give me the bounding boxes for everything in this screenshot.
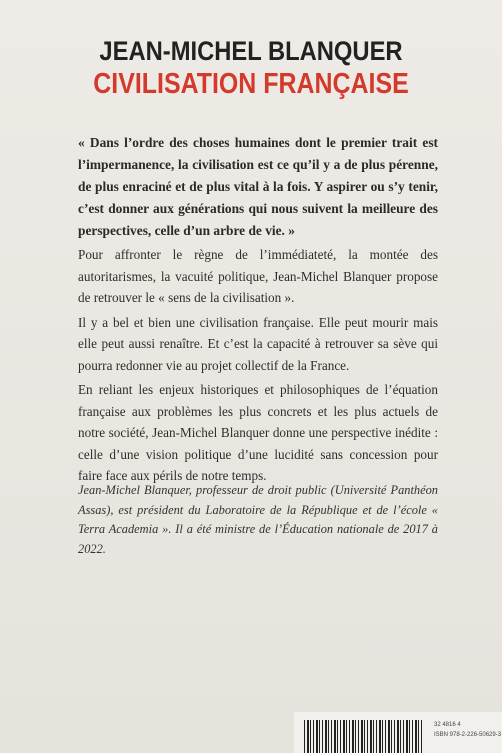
author-name: JEAN-MICHEL BLANQUER <box>99 36 403 66</box>
barcode-block <box>294 712 502 753</box>
pull-quote: « Dans l’ordre des choses humaines dont le premier trait est l’impermanence, la civilisation est ce qu’il y a de plus pérenne, de plus enraciné et de plus vital à la fois. Y aspirer ou s’y tenir, c’est donner aux générations qui nous suivent la meilleure des perspectives, celle d’un arbre de vie. » <box>78 135 438 238</box>
author-bio: Jean-Michel Blanquer, professeur de droit public (Université Panthéon Assas), est président du Laboratoire de la République et de l’école « Terra Academia ». Il a été ministre de l’Éducation nationale de 2017 à 2022. <box>78 483 438 556</box>
isbn-text: ISBN 978-2-226-50629-3 <box>434 732 502 738</box>
description-paragraph: Il y a bel et bien une civilisation française. Elle peut mourir mais elle peut aussi renaître. Et c’est la capacité à retrouver sa sève qui pourra redonner vie au projet collectif de la France. <box>78 314 438 373</box>
barcode-icon <box>304 720 424 753</box>
description-paragraph: En reliant les enjeux historiques et philosophiques de l’équation française aux problèmes les plus concrets et les plus actuels de notre société, Jean-Michel Blanquer donne une perspective inédite : celle d’une vision politique d’une lucidité sans concession pour faire face aux périls de notre temps. <box>78 382 438 483</box>
book-title: CIVILISATION FRANÇAISE <box>93 68 409 100</box>
description <box>78 244 438 490</box>
description-paragraph: Pour affronter le règne de l’immédiateté, la montée des autoritarismes, la vacuité politique, Jean-Michel Blanquer propose de retrouver le « sens de la civilisation ». <box>78 247 438 305</box>
product-code: 32 4816 4 <box>434 722 461 728</box>
